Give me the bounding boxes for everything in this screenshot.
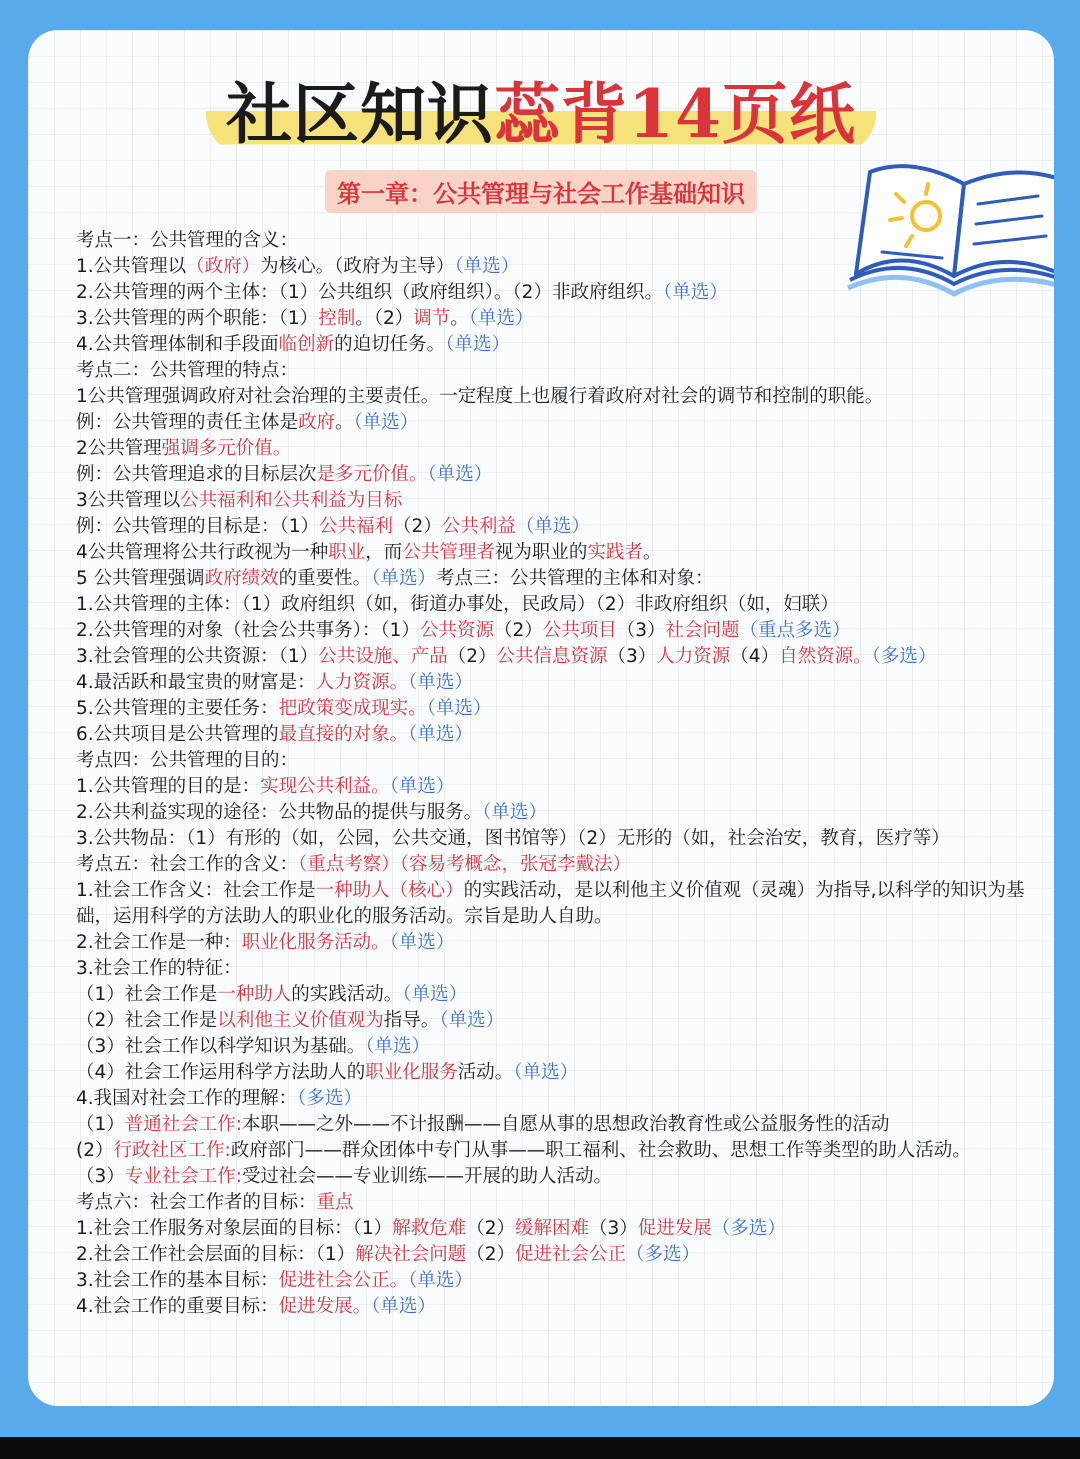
note-text: （3）社会工作以科学知识为基础。 — [76, 1036, 366, 1057]
note-text: 。 — [450, 308, 469, 329]
note-text: 。（2） — [355, 308, 414, 329]
key-term: 公共资源 — [419, 620, 494, 641]
note-line — [76, 1008, 1036, 1034]
key-term: 临创新 — [278, 334, 335, 355]
note-text: 考点四：公共管理的目的： — [76, 750, 299, 771]
key-term: 控制 — [318, 308, 356, 329]
note-line — [76, 1294, 1036, 1320]
note-line — [76, 358, 1036, 384]
note-line — [76, 852, 1036, 878]
question-type-tag: （多选） — [626, 1244, 701, 1265]
question-type-tag: （单选） — [445, 334, 510, 355]
question-type-tag: （单选） — [515, 516, 590, 537]
note-text: 4.最活跃和最宝贵的财富是： — [76, 672, 316, 693]
key-term: 人力资源 — [656, 646, 731, 667]
page-title — [206, 74, 876, 154]
note-line — [76, 540, 1036, 566]
note-line — [76, 228, 1036, 254]
note-text: （2）社会工作是 — [76, 1010, 218, 1031]
note-text: 2.公共利益实现的途径：公共物品的提供与服务。 — [76, 802, 483, 823]
note-line — [76, 1034, 1036, 1060]
question-type-tag: （重点多选） — [739, 620, 851, 641]
key-term: 行政社区工作: — [113, 1140, 231, 1161]
key-term: 解决社会问题 — [355, 1244, 467, 1265]
note-text: 活动。 — [457, 1062, 514, 1083]
note-text: 4公共管理将公共行政视为一种 — [76, 542, 329, 563]
note-text: 考点五：社会工作的含义： — [76, 854, 299, 875]
question-type-tag: （单选） — [402, 984, 468, 1005]
note-line — [76, 982, 1036, 1008]
key-term: 社会问题 — [665, 620, 740, 641]
note-line — [76, 332, 1036, 358]
notes-card — [28, 30, 1054, 1406]
question-type-tag: （单选） — [371, 568, 436, 589]
key-term: 公共项目 — [542, 620, 617, 641]
note-line — [76, 1060, 1036, 1086]
note-line — [76, 644, 1036, 670]
question-type-tag: （单选） — [408, 724, 473, 745]
note-text: 2.社会工作社会层面的目标：（1） — [76, 1244, 356, 1265]
note-text: 例：公共管理的责任主体是 — [76, 412, 299, 433]
note-text: 考点二：公共管理的特点： — [76, 360, 299, 381]
note-text: 4.公共管理体制和手段面 — [76, 334, 279, 355]
note-text: 6.公共项目是公共管理的 — [76, 724, 279, 745]
note-text: 4.社会工作的重要目标： — [76, 1296, 279, 1317]
note-line — [76, 670, 1036, 696]
note-text: 视为职业的 — [494, 542, 588, 563]
key-term: 促进社会公正 — [514, 1244, 626, 1265]
note-text: 考点六：社会工作者的目标： — [76, 1192, 317, 1213]
key-term: 人力资源。 — [315, 672, 409, 693]
note-text: （3） — [616, 620, 666, 641]
note-line — [76, 592, 1036, 618]
key-term: 调节 — [413, 308, 451, 329]
key-term: 最直接的对象。 — [278, 724, 409, 745]
question-type-tag: （多选） — [871, 646, 937, 667]
question-type-tag: （单选） — [353, 412, 419, 433]
note-line — [76, 306, 1036, 332]
note-text: 受过社会——专业训练——开展的助人活动。 — [242, 1166, 613, 1187]
key-term: 促进发展 — [637, 1218, 712, 1239]
note-line — [76, 488, 1036, 514]
note-line — [76, 722, 1036, 748]
question-type-tag: （单选） — [426, 698, 492, 719]
question-type-tag: （单选） — [662, 282, 728, 303]
note-line — [76, 696, 1036, 722]
question-type-tag: （单选） — [408, 672, 473, 693]
note-text: (2） — [76, 1140, 114, 1161]
note-text: 3.社会工作的基本目标： — [76, 1270, 279, 1291]
key-term: 职业化服务活动。 — [241, 932, 390, 953]
note-line — [76, 956, 1036, 982]
key-term: 公共管理者 — [402, 542, 495, 563]
note-text: 考点一：公共管理的含义： — [76, 230, 299, 251]
note-line — [76, 384, 1036, 410]
note-line — [76, 514, 1036, 540]
note-text: （2） — [466, 1218, 515, 1239]
key-term: 普通社会工作: — [124, 1114, 243, 1135]
title-red-part: 蕊背14页纸 — [494, 75, 856, 153]
key-term: （重点考察）（容易考概念，张冠李戴法） — [298, 854, 632, 875]
note-text: （4） — [730, 646, 780, 667]
note-text: 。 — [335, 412, 354, 433]
note-text: 例：公共管理的目标是：（1） — [76, 516, 320, 537]
question-type-tag: （单选） — [389, 776, 455, 797]
note-text: 3.社会工作的特征： — [76, 958, 242, 979]
key-term: 是多元价值。 — [316, 464, 428, 485]
note-text: 3公共管理以 — [76, 490, 181, 511]
key-term: 公共设施、产品 — [318, 646, 448, 667]
note-text: 2.公共管理的两个主体：（1）公共组织（政府组织）。（2）非政府组织。 — [76, 282, 663, 303]
note-text: （2） — [393, 516, 442, 537]
note-text: 例：公共管理追求的目标层次 — [76, 464, 317, 485]
key-term: 以利他主义价值观为 — [217, 1010, 384, 1031]
key-term: 促进发展。 — [278, 1296, 372, 1317]
question-type-tag: （单选） — [408, 1270, 473, 1291]
key-term: （政府） — [186, 256, 261, 277]
question-type-tag: （单选） — [468, 308, 534, 329]
bottom-bar — [0, 1437, 1080, 1459]
note-line — [76, 774, 1036, 800]
note-text: 1.社会工作服务对象层面的目标：（1） — [76, 1218, 393, 1239]
key-term: 强调多元价值。 — [161, 438, 292, 459]
note-text: （1）社会工作是 — [76, 984, 218, 1005]
note-line — [76, 878, 1036, 930]
note-text: 1.公共管理的主体：（1）政府组织（如，街道办事处，民政局）（2）非政府组织（如，妇联） — [76, 594, 839, 615]
note-text: （4）社会工作运用科学方法助人的 — [76, 1062, 366, 1083]
note-line — [76, 1138, 1036, 1164]
note-text: （2） — [493, 620, 543, 641]
question-type-tag: （单选） — [513, 1062, 579, 1083]
note-line — [76, 410, 1036, 436]
note-line — [76, 280, 1036, 306]
key-term: 一种助人 — [217, 984, 292, 1005]
key-term: 一种助人（核心） — [315, 880, 464, 901]
note-text: （3） — [76, 1166, 125, 1187]
key-term: 专业社会工作: — [124, 1166, 243, 1187]
key-term: 职业化服务 — [365, 1062, 458, 1083]
note-text: 2.公共管理的对象（社会公共事务）：（1） — [76, 620, 420, 641]
note-text: 2公共管理 — [76, 438, 162, 459]
note-text: 。 — [642, 542, 662, 563]
note-text: （2） — [466, 1244, 515, 1265]
question-type-tag: （单选） — [482, 802, 547, 823]
notes-content — [76, 228, 1036, 1320]
note-text: 的重要性。 — [278, 568, 372, 589]
note-text: （1） — [76, 1114, 125, 1135]
question-type-tag: （单选） — [454, 256, 520, 277]
key-term: 公共信息资源 — [496, 646, 608, 667]
question-type-tag: （单选） — [427, 464, 493, 485]
note-line — [76, 1086, 1036, 1112]
note-line — [76, 566, 1036, 592]
key-term: 把政策变成现实。 — [278, 698, 427, 719]
note-line — [76, 1242, 1036, 1268]
note-text: 的实践活动，是以利他主义价值观（灵魂）为指导,以科学的知识为基础，运用科学的方法助人的职业化的服务活动。宗旨是助人自助。 — [76, 880, 1025, 927]
note-text: 1公共管理强调政府对社会治理的主要责任。一定程度上也履行着政府对社会的调节和控制的职能。 — [76, 386, 884, 407]
note-text: （3） — [589, 1218, 638, 1239]
key-term: 职业 — [328, 542, 366, 563]
question-type-tag: （多选） — [297, 1088, 362, 1109]
key-term: 政府 — [298, 412, 336, 433]
note-text: 1.公共管理的目的是： — [76, 776, 261, 797]
question-type-tag: （单选） — [389, 932, 455, 953]
note-text: 3.公共物品：（1）有形的（如，公园，公共交通，图书馆等）（2）无形的（如，社会治安，教育，医疗等） — [76, 828, 950, 849]
note-text: （2） — [447, 646, 497, 667]
key-term: 解救危难 — [392, 1218, 467, 1239]
key-term: 缓解困难 — [514, 1218, 589, 1239]
note-text: 1.公共管理以 — [76, 256, 187, 277]
note-text: 4.我国对社会工作的理解： — [76, 1088, 298, 1109]
note-line — [76, 1190, 1036, 1216]
note-text: 的实践活动。 — [291, 984, 403, 1005]
question-type-tag: （单选） — [439, 1010, 505, 1031]
note-text: 为核心。（政府为主导） — [260, 256, 455, 277]
title-area — [28, 74, 1054, 154]
question-type-tag: （多选） — [711, 1218, 786, 1239]
note-line — [76, 1216, 1036, 1242]
title-black-part: 社区知识 — [226, 75, 495, 153]
key-term: 公共福利和公共利益为目标 — [180, 490, 403, 511]
key-term: 公共福利 — [319, 516, 394, 537]
key-term: 实现公共利益。 — [260, 776, 390, 797]
note-line — [76, 254, 1036, 280]
note-line — [76, 800, 1036, 826]
chapter-subtitle: 第一章：公共管理与社会工作基础知识 — [325, 170, 757, 213]
note-text: 的迫切任务。 — [334, 334, 446, 355]
key-term: 重点 — [316, 1192, 354, 1213]
note-text: ，而 — [365, 542, 403, 563]
note-line — [76, 618, 1036, 644]
key-term: 促进社会公正。 — [278, 1270, 409, 1291]
note-text: 5.公共管理的主要任务： — [76, 698, 279, 719]
note-text: 政府部门——群众团体中专门从事——职工福利、社会救助、思想工作等类型的助人活动。 — [230, 1140, 971, 1161]
note-line — [76, 1112, 1036, 1138]
note-text: 3.公共管理的两个职能：（1） — [76, 308, 319, 329]
note-line — [76, 436, 1036, 462]
note-line — [76, 826, 1036, 852]
key-term: 自然资源。 — [779, 646, 872, 667]
note-line — [76, 930, 1036, 956]
note-text: 2.社会工作是一种： — [76, 932, 242, 953]
note-text: 指导。 — [383, 1010, 440, 1031]
note-line — [76, 1268, 1036, 1294]
note-text: 3.社会管理的公共资源：（1） — [76, 646, 319, 667]
note-line — [76, 462, 1036, 488]
key-term: 公共利益 — [441, 516, 516, 537]
question-type-tag: （单选） — [371, 1296, 436, 1317]
note-text: 本职——之外——不计报酬——自愿从事的思想政治教育性或公益服务性的活动 — [242, 1114, 890, 1135]
note-text: 考点三：公共管理的主体和对象： — [435, 568, 714, 589]
key-term: 政府绩效 — [204, 568, 279, 589]
note-text: 1.社会工作含义：社会工作是 — [76, 880, 316, 901]
key-term: 实践者 — [587, 542, 643, 563]
question-type-tag: （单选） — [365, 1036, 431, 1057]
note-text: 5 公共管理强调 — [76, 568, 205, 589]
note-text: （3） — [607, 646, 657, 667]
note-line — [76, 748, 1036, 774]
note-line — [76, 1164, 1036, 1190]
